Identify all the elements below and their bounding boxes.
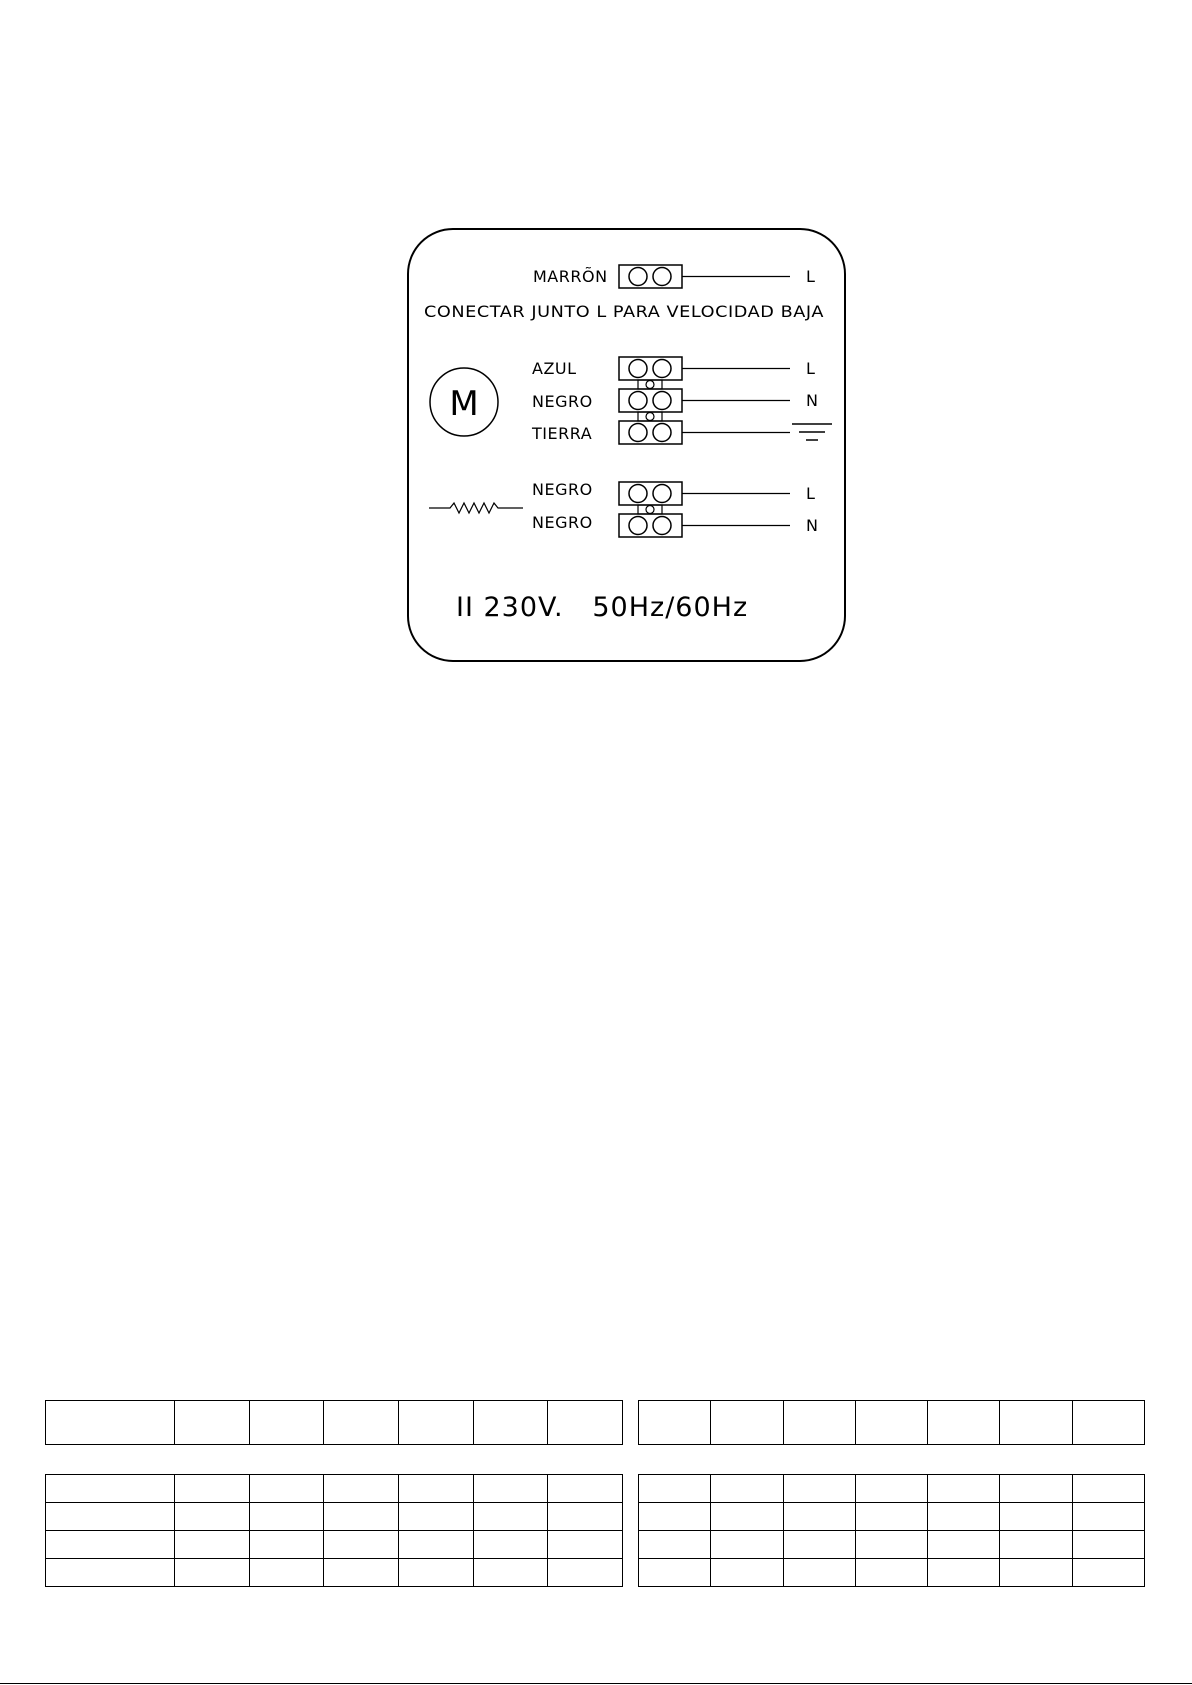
table-cell <box>711 1475 783 1503</box>
table-cell <box>175 1401 250 1445</box>
terminal-label-n-motor: N <box>806 391 819 410</box>
table-cell <box>324 1559 399 1587</box>
table-row <box>639 1559 1145 1587</box>
table-cell <box>398 1401 473 1445</box>
table-row <box>46 1503 623 1531</box>
table-cell <box>1000 1503 1072 1531</box>
table-cell <box>855 1503 927 1531</box>
table-cell <box>398 1475 473 1503</box>
terminal-block-heater <box>619 482 790 537</box>
table-cell <box>1000 1559 1072 1587</box>
table-cell <box>249 1531 324 1559</box>
table-row <box>639 1401 1145 1445</box>
table-cell <box>249 1559 324 1587</box>
table-cell <box>928 1401 1000 1445</box>
terminal-label-l-motor: L <box>806 359 816 378</box>
table-cell <box>175 1503 250 1531</box>
table-cell <box>46 1475 175 1503</box>
left-data-table <box>45 1474 623 1587</box>
table-cell <box>639 1559 711 1587</box>
table-cell <box>928 1559 1000 1587</box>
motor-symbol <box>430 368 498 436</box>
electrical-rating: II 230V. 50Hz/60Hz <box>456 592 749 623</box>
table-cell <box>855 1559 927 1587</box>
table-cell <box>324 1401 399 1445</box>
instruction-text: CONECTAR JUNTO L PARA VELOCIDAD BAJA <box>424 302 824 321</box>
terminal-block-brown <box>619 265 790 288</box>
table-row <box>639 1531 1145 1559</box>
table-row <box>46 1559 623 1587</box>
table-row <box>639 1503 1145 1531</box>
table-cell <box>324 1503 399 1531</box>
table-cell <box>46 1531 175 1559</box>
table-row <box>46 1401 623 1445</box>
terminal-label-l-brown: L <box>806 267 816 286</box>
table-row <box>639 1475 1145 1503</box>
table-cell <box>1000 1401 1072 1445</box>
left-header-table <box>45 1400 623 1445</box>
table-cell <box>249 1475 324 1503</box>
table-cell <box>473 1503 548 1531</box>
resistor-icon <box>429 503 523 513</box>
wiring-diagram <box>0 0 1192 700</box>
wire-label-earth: TIERRA <box>532 424 593 443</box>
table-cell <box>711 1401 783 1445</box>
table-cell <box>783 1503 855 1531</box>
table-cell <box>1072 1531 1144 1559</box>
wire-label-brown: MARRÕN <box>533 267 608 286</box>
table-cell <box>473 1531 548 1559</box>
table-row <box>46 1531 623 1559</box>
table-cell <box>928 1475 1000 1503</box>
table-cell <box>473 1401 548 1445</box>
table-cell <box>639 1475 711 1503</box>
table-cell <box>855 1475 927 1503</box>
table-cell <box>783 1475 855 1503</box>
table-cell <box>548 1531 623 1559</box>
wire-label-black-motor: NEGRO <box>532 392 593 411</box>
table-cell <box>548 1559 623 1587</box>
table-cell <box>783 1559 855 1587</box>
table-cell <box>324 1531 399 1559</box>
table-cell <box>1072 1401 1144 1445</box>
table-cell <box>1072 1503 1144 1531</box>
table-cell <box>1072 1559 1144 1587</box>
table-row <box>46 1475 623 1503</box>
bottom-rule <box>0 1683 1192 1684</box>
table-cell <box>711 1559 783 1587</box>
table-cell <box>783 1401 855 1445</box>
table-cell <box>928 1503 1000 1531</box>
table-cell <box>46 1401 175 1445</box>
table-cell <box>855 1401 927 1445</box>
table-cell <box>175 1475 250 1503</box>
table-cell <box>711 1503 783 1531</box>
table-cell <box>249 1503 324 1531</box>
table-cell <box>711 1531 783 1559</box>
terminal-label-n-heater: N <box>806 516 819 535</box>
wire-label-black-heater-1: NEGRO <box>532 480 593 499</box>
right-data-table <box>638 1474 1145 1587</box>
table-cell <box>548 1475 623 1503</box>
table-cell <box>1000 1475 1072 1503</box>
table-cell <box>473 1475 548 1503</box>
terminal-label-l-heater: L <box>806 484 816 503</box>
table-cell <box>855 1531 927 1559</box>
table-cell <box>175 1559 250 1587</box>
table-cell <box>249 1401 324 1445</box>
table-cell <box>783 1531 855 1559</box>
table-cell <box>548 1401 623 1445</box>
table-cell <box>175 1531 250 1559</box>
table-cell <box>639 1531 711 1559</box>
table-cell <box>639 1401 711 1445</box>
table-cell <box>398 1559 473 1587</box>
table-cell <box>928 1531 1000 1559</box>
table-cell <box>639 1503 711 1531</box>
table-cell <box>324 1475 399 1503</box>
table-cell <box>1072 1475 1144 1503</box>
wire-label-black-heater-2: NEGRO <box>532 513 593 532</box>
table-cell <box>398 1531 473 1559</box>
terminal-block-motor <box>619 357 790 444</box>
table-cell <box>398 1503 473 1531</box>
table-cell <box>1000 1531 1072 1559</box>
ground-icon <box>792 424 832 440</box>
motor-letter: M <box>449 384 479 424</box>
table-cell <box>46 1503 175 1531</box>
table-cell <box>548 1503 623 1531</box>
right-header-table <box>638 1400 1145 1445</box>
table-cell <box>473 1559 548 1587</box>
table-cell <box>46 1559 175 1587</box>
wire-label-blue: AZUL <box>532 359 577 378</box>
